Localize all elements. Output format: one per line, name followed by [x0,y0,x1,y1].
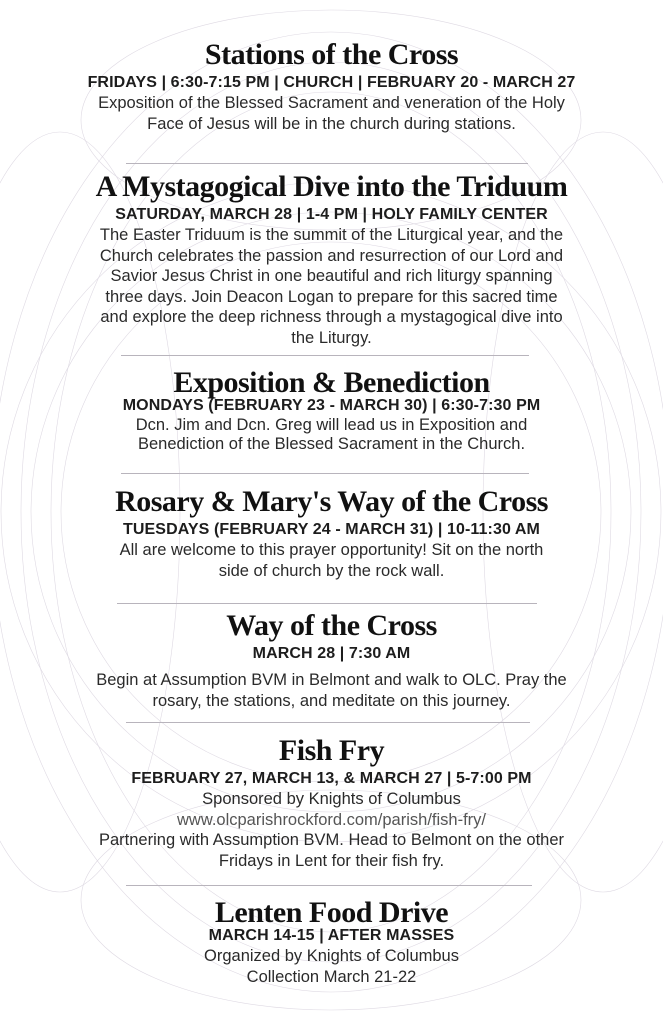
event-title: A Mystagogical Dive into the Triduum [95,170,568,203]
event-description-line: Fridays in Lent for their fish fry. [218,851,445,870]
event-title: Way of the Cross [226,609,437,642]
event-fish-fry [0,734,663,871]
event-description-line: side of church by the rock wall. [218,561,445,580]
fish-fry-link[interactable]: www.olcparishrockford.com/parish/fish-fry/ [176,810,486,829]
divider [126,885,532,886]
event-description-line: Savior Jesus Christ in one beautiful and rich liturgy spanning [110,267,553,285]
event-description-line: and explore the deep richness through a mystagogical dive into [100,308,563,326]
event-description-line: Sponsored by Knights of Columbus [202,790,461,808]
event-details: SATURDAY, MARCH 28 | 1-4 PM | HOLY FAMILY CENTER [115,206,548,223]
event-mystagogical-dive [0,170,663,348]
divider [126,163,528,164]
event-description-line: Organized by Knights of Columbus [204,947,459,965]
divider [121,473,529,474]
divider [126,722,530,723]
event-description-line: Benediction of the Blessed Sacrament in the Church. [137,435,526,453]
event-title: Lenten Food Drive [214,896,449,929]
divider [117,603,537,604]
event-details: FRIDAYS | 6:30-7:15 PM | CHURCH | FEBRUARY 20 - MARCH 27 [87,74,576,91]
event-stations-of-the-cross [0,38,663,134]
event-exposition-benediction [0,366,663,454]
event-details: MONDAYS (FEBRUARY 23 - MARCH 30) | 6:30-7:30 PM [122,397,541,414]
event-description-line: Partnering with Assumption BVM. Head to Belmont on the other [99,831,564,849]
event-description-line: Collection March 21-22 [246,968,417,986]
event-lenten-food-drive [0,896,663,988]
event-description-line: The Easter Triduum is the summit of the Liturgical year, and the [99,226,564,244]
divider [121,355,529,356]
event-description-line: three days. Join Deacon Logan to prepare for this sacred time [105,287,558,306]
event-title: Fish Fry [278,734,385,767]
event-title: Exposition & Benediction [173,366,490,399]
event-description-line: rosary, the stations, and meditate on this journey. [152,691,511,710]
event-details: MARCH 14-15 | AFTER MASSES [208,927,455,944]
event-title: Rosary & Mary's Way of the Cross [115,485,548,518]
event-description-line: All are welcome to this prayer opportunity! Sit on the north [119,541,544,559]
event-description-line: Face of Jesus will be in the church during stations. [147,114,516,133]
event-way-of-the-cross [0,609,663,711]
event-description-line: Exposition of the Blessed Sacrament and veneration of the Holy [98,94,565,112]
event-description-line: Begin at Assumption BVM in Belmont and walk to OLC. Pray the [96,671,567,689]
event-rosary-way-of-the-cross [0,485,663,581]
event-description-line: the Liturgy. [291,328,372,347]
event-description-line: Dcn. Jim and Dcn. Greg will lead us in Exposition and [135,416,528,434]
event-details: TUESDAYS (FEBRUARY 24 - MARCH 31) | 10-11:30 AM [123,521,540,538]
event-details: MARCH 28 | 7:30 AM [252,645,411,662]
event-details: FEBRUARY 27, MARCH 13, & MARCH 27 | 5-7:00 PM [131,770,532,787]
event-title: Stations of the Cross [204,38,459,71]
event-description-line: Church celebrates the passion and resurrection of our Lord and [99,246,564,265]
